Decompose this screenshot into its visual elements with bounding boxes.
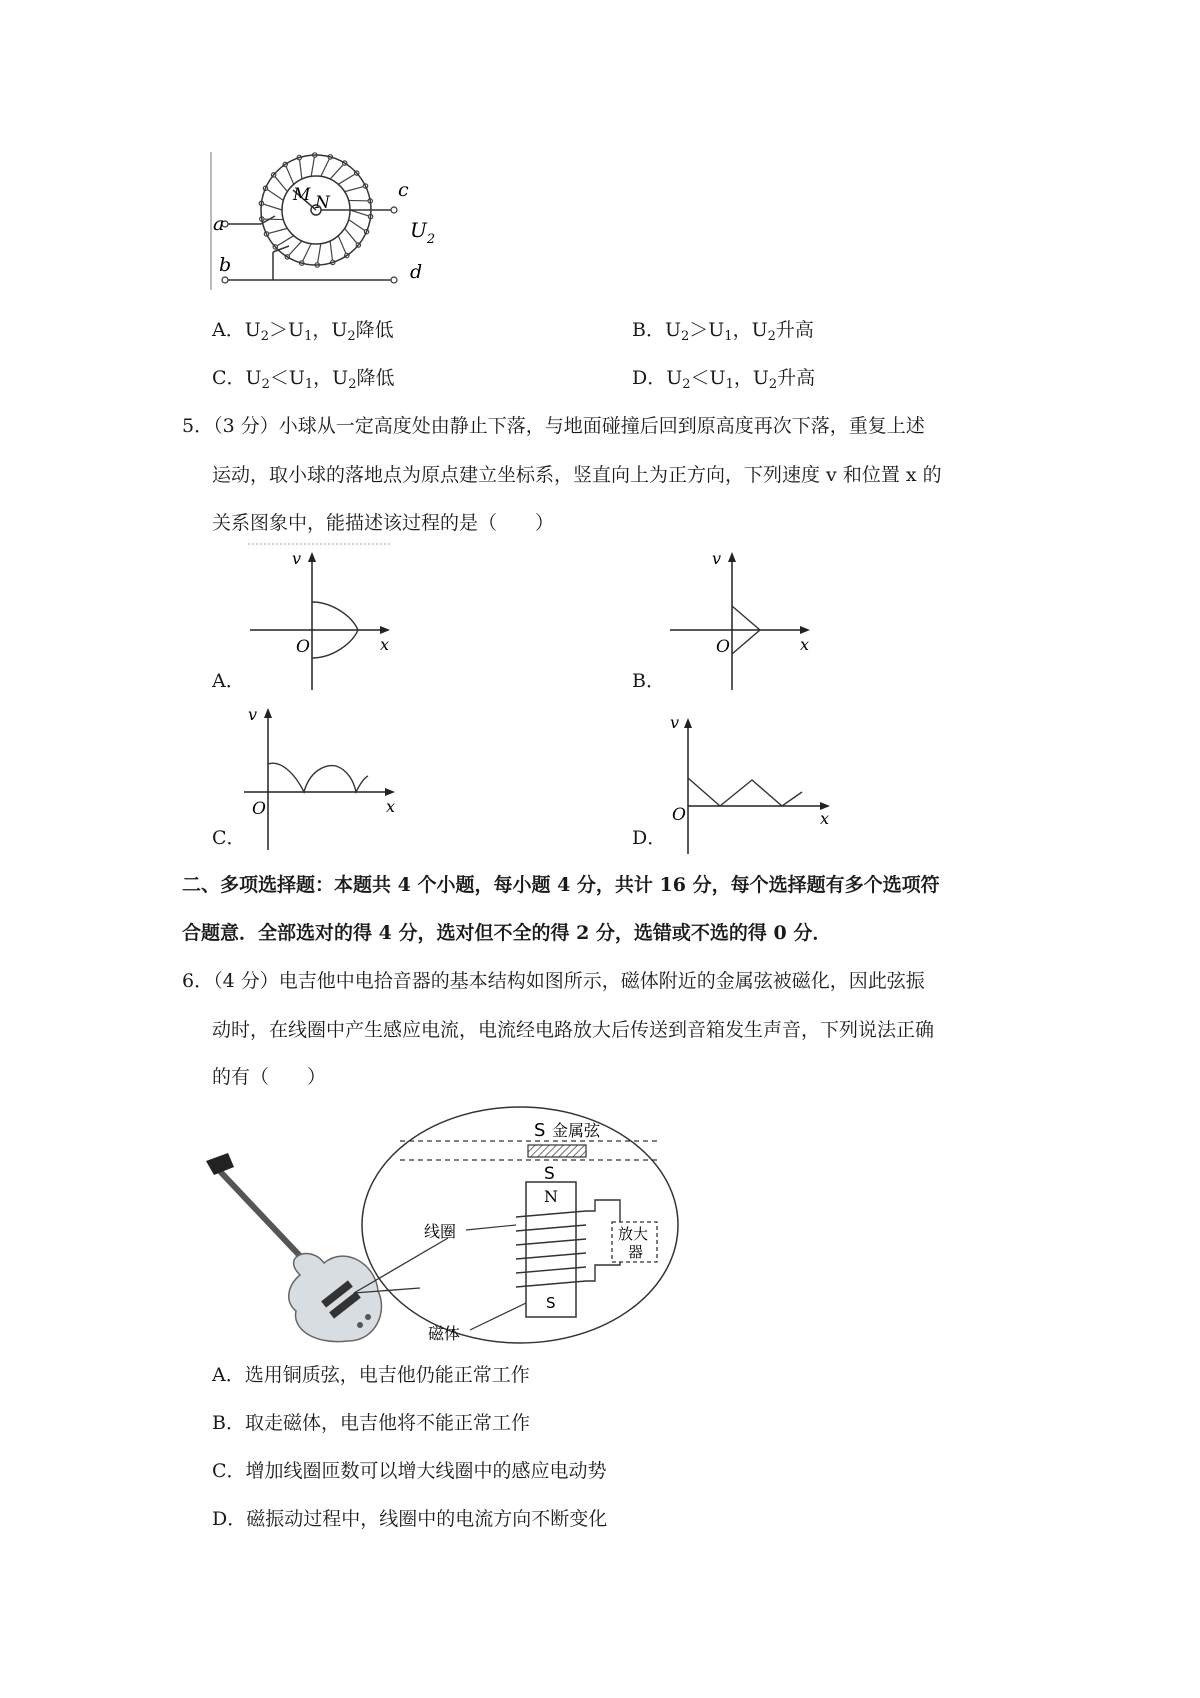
svg-text:v: v [292, 549, 302, 568]
q6-option-d[interactable]: D．磁振动过程中，线圈中的电流方向不断变化 [212, 1508, 608, 1530]
toroid-winding [349, 220, 367, 232]
point-n-label: N [315, 193, 330, 213]
svg-text:O: O [296, 637, 310, 657]
toroid-winding [262, 219, 284, 220]
toroid-winding [299, 158, 302, 179]
q6-stem-line-1: 6．（4 分）电吉他中电拾音器的基本结构如图所示，磁体附近的金属弦被磁化，因此弦振 [182, 970, 925, 992]
toroid-winding [261, 203, 282, 210]
amplifier-label-line-1: 放大 [618, 1225, 649, 1243]
q5-graph-b [660, 540, 820, 695]
magnet-north-label: N [544, 1187, 558, 1206]
guitar-pickup-figure [200, 1105, 720, 1350]
q4-option-d[interactable]: D．$U_2<U_1$，$U_2$升高 [632, 367, 816, 392]
svg-text:v: v [712, 549, 722, 568]
svg-text:x: x [380, 635, 390, 654]
toroid-winding [345, 228, 359, 245]
svg-text:x: x [800, 635, 810, 654]
q4-option-b[interactable]: B．$U_2>U_1$，$U_2$升高 [632, 319, 814, 344]
toroid-winding [345, 186, 366, 192]
toroid-winding [317, 244, 321, 265]
q5-graph-d [660, 708, 835, 856]
q5-option-a[interactable]: A． [212, 670, 245, 692]
point-m-label: M [293, 185, 311, 205]
q4-option-c[interactable]: C．$U_2<U_1$，$U_2$降低 [212, 367, 395, 392]
toroid-winding [338, 236, 347, 256]
svg-text:O: O [672, 805, 686, 825]
section-2-heading-line-1: 二、多项选择题：本题共 4 个小题，每小题 4 分，共计 16 分，每个选择题有多个选项符 [182, 874, 940, 896]
svg-text:x: x [386, 797, 396, 816]
toroid-winding [311, 155, 315, 176]
toroid-winding [330, 163, 345, 179]
terminal-b-label: b [219, 254, 232, 276]
q5-option-d[interactable]: D． [632, 827, 667, 849]
q5-option-c[interactable]: C． [212, 827, 246, 849]
toroid-winding [275, 236, 293, 247]
toroid-winding [350, 210, 371, 217]
toroid-transformer-figure [205, 150, 435, 300]
q5-stem-line-3: 关系图象中，能描述该过程的是（ ） [212, 512, 555, 534]
q5-graph-c [240, 698, 405, 853]
svg-text:v: v [670, 713, 680, 732]
q6-option-b[interactable]: B．取走磁体，电吉他将不能正常工作 [212, 1412, 530, 1434]
string-label: 金属弦 [552, 1121, 601, 1140]
toroid-winding [302, 244, 311, 263]
toroid-winding [321, 157, 330, 176]
string-induced-pole-label: S [544, 1164, 555, 1184]
guitar-icon [206, 1153, 381, 1342]
toroid-winding [285, 164, 294, 184]
q6-option-c[interactable]: C．增加线圈匝数可以增大线圈中的感应电动势 [212, 1460, 607, 1482]
q4-option-a[interactable]: A．$U_2>U_1$，$U_2$降低 [212, 319, 394, 344]
terminal-d-label: d [410, 261, 423, 283]
q5-stem-line-2: 运动，取小球的落地点为原点建立坐标系，竖直向上为正方向，下列速度 v 和位置 x 的 [212, 464, 942, 486]
svg-text:O: O [716, 637, 730, 657]
toroid-winding [274, 175, 288, 192]
coil-label: 线圈 [424, 1222, 457, 1241]
q6-option-a[interactable]: A．选用铜质弦，电吉他仍能正常工作 [212, 1364, 530, 1386]
section-2-heading-line-2: 合题意．全部选对的得 4 分，选对但不全的得 2 分，选错或不选的得 0 分． [182, 922, 832, 944]
svg-text:x: x [820, 809, 830, 828]
q5-graph-a [240, 540, 400, 695]
magnet-label: 磁体 [428, 1324, 461, 1343]
toroid-winding [330, 241, 333, 262]
magnet-south-label: S [546, 1294, 556, 1312]
string-pole-label: S [534, 1120, 546, 1141]
toroid-winding [349, 200, 371, 201]
amplifier-label-line-2: 器 [628, 1243, 644, 1261]
u2-label: $U_2$ [410, 218, 435, 247]
toroid-winding [338, 173, 356, 184]
toroid-winding [287, 241, 302, 257]
svg-text:O: O [252, 799, 266, 819]
toroid-winding [267, 228, 288, 234]
svg-text:v: v [248, 705, 258, 724]
terminal-a-label: a [213, 213, 225, 235]
terminal-c-label: c [398, 179, 409, 201]
toroid-winding [265, 188, 283, 200]
q5-stem-line-1: 5．（3 分）小球从一定高度处由静止下落，与地面碰撞后回到原高度再次下落，重复上述 [182, 415, 925, 437]
q5-option-b[interactable]: B． [632, 670, 665, 692]
q6-stem-line-3: 的有（ ） [212, 1066, 327, 1088]
q6-stem-line-2: 动时，在线圈中产生感应电流，电流经电路放大后传送到音箱发生声音，下列说法正确 [212, 1019, 935, 1041]
